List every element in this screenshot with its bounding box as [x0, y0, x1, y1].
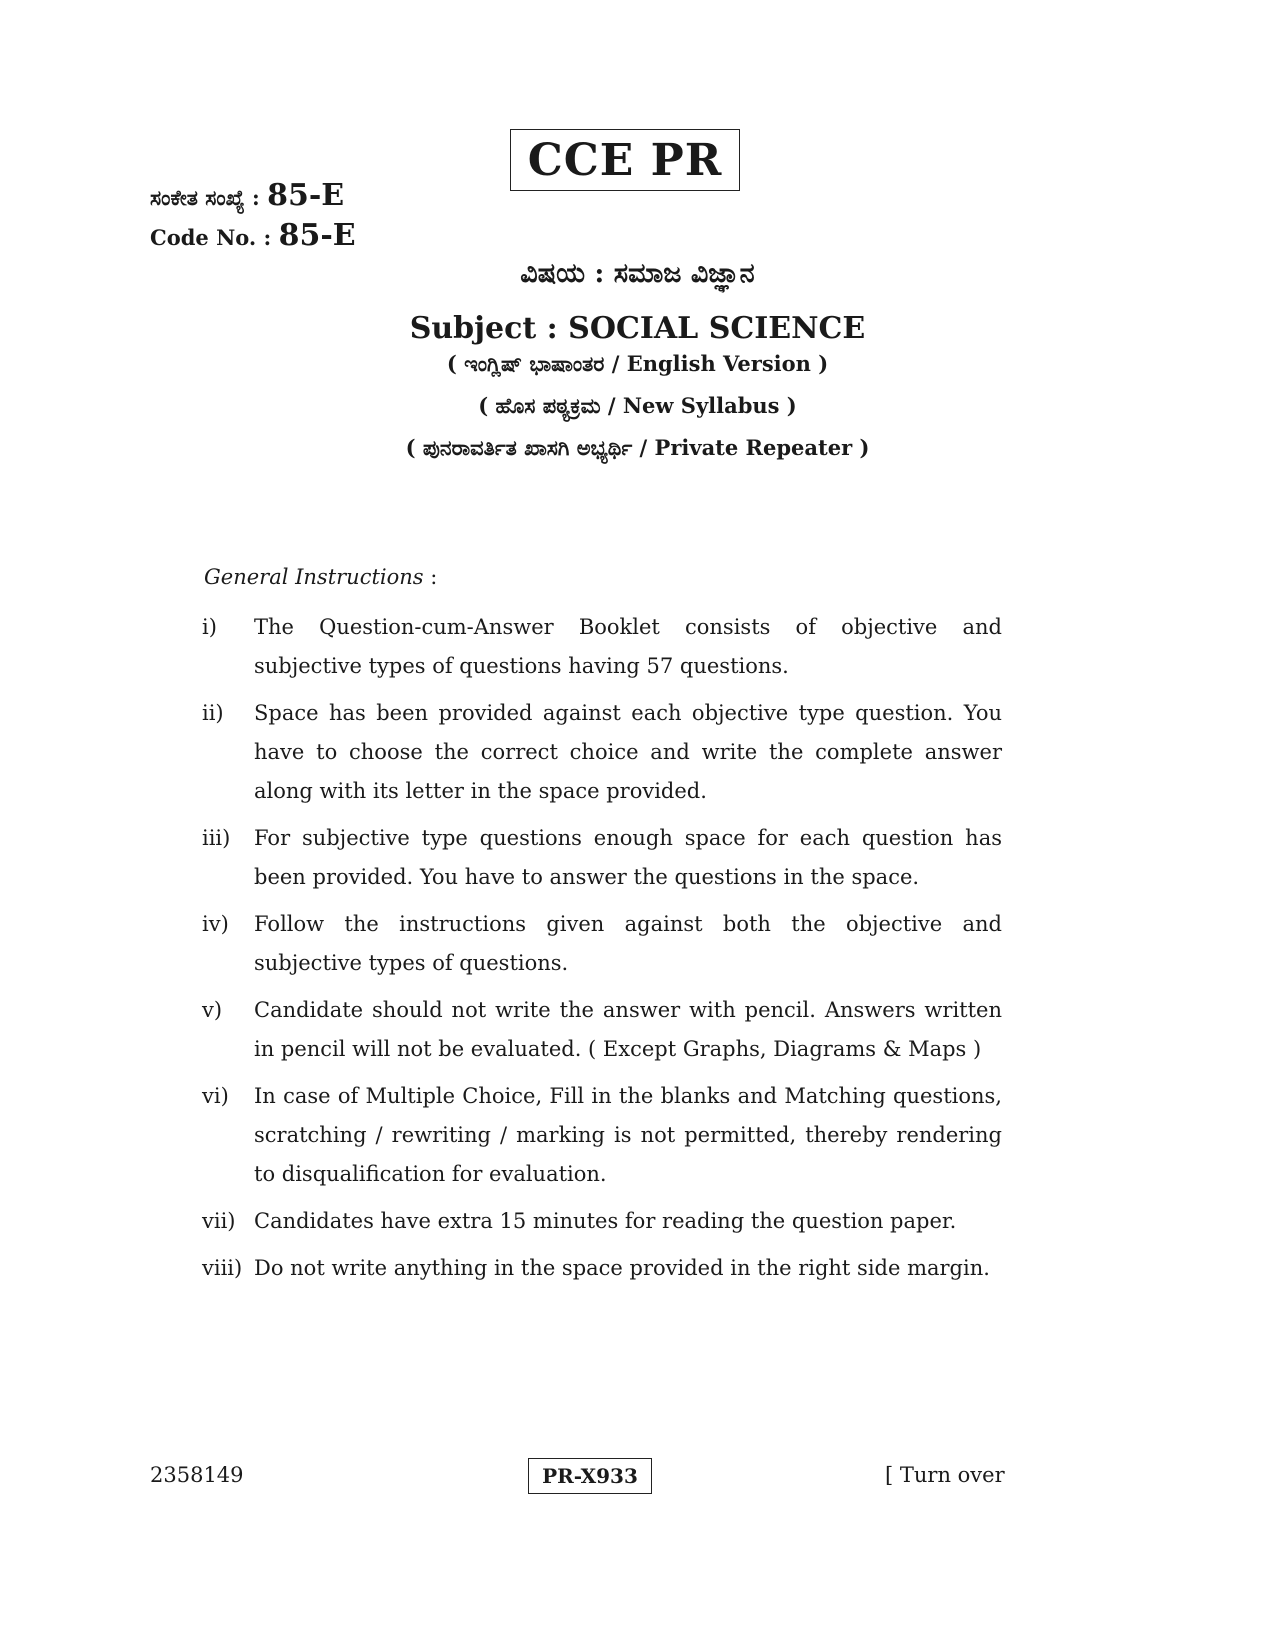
turn-over-label: [ Turn over	[885, 1463, 1005, 1487]
instruction-number: iv)	[202, 912, 229, 936]
instruction-item	[202, 1077, 1002, 1194]
instruction-item	[202, 1202, 1002, 1241]
exam-type-box	[510, 129, 740, 191]
paper-code-box	[528, 1458, 652, 1494]
instruction-item	[202, 905, 1002, 983]
instruction-item	[202, 694, 1002, 811]
code-kn-label: ಸಂಕೇತ ಸಂಖ್ಯೆ :	[150, 185, 268, 210]
instruction-text: Follow the instructions given against both the objective and subjective types of questions.	[254, 912, 1002, 975]
instruction-number: vi)	[202, 1084, 229, 1108]
paper-code: PR-X933	[542, 1464, 638, 1488]
subject-kannada: ವಿಷಯ : ಸಮಾಜ ವಿಜ್ಞಾನ	[520, 258, 755, 289]
code-number-english	[150, 218, 356, 253]
version-line: ( ಇಂಗ್ಲಿಷ್ ಭಾಷಾಂತರ / English Version )	[446, 351, 829, 376]
candidate-line: ( ಪುನರಾವರ್ತಿತ ಖಾಸಗಿ ಅಭ್ಯರ್ಥಿ / Private Repeater )	[405, 435, 870, 460]
instruction-item	[202, 819, 1002, 897]
instruction-text: The Question-cum-Answer Booklet consists of objective and subjective types of questions having 57 questions.	[254, 615, 1002, 678]
instructions-heading	[204, 565, 437, 589]
instructions-title-suffix: :	[423, 565, 438, 589]
instruction-item	[202, 608, 1002, 686]
instruction-number: iii)	[202, 826, 231, 850]
exam-type-title: CCE PR	[527, 134, 723, 186]
instruction-text: For subjective type questions enough space for each question has been provided. You have to answer the questions in the space.	[254, 826, 1002, 889]
instructions-list	[202, 608, 1002, 1296]
instruction-item	[202, 1249, 1002, 1288]
instruction-text: Candidate should not write the answer with pencil. Answers written in pencil will not be evaluated. ( Except Graphs, Diagrams & Maps )	[254, 998, 1002, 1061]
subject-english: Subject : SOCIAL SCIENCE	[409, 311, 866, 346]
code-en-label: Code No. :	[150, 225, 279, 250]
instruction-text: Do not write anything in the space provided in the right side margin.	[254, 1256, 990, 1280]
instruction-number: ii)	[202, 701, 224, 725]
instruction-text: In case of Multiple Choice, Fill in the blanks and Matching questions, scratching / rewriting / marking is not permitted, thereby rendering to disqualification for evaluation.	[254, 1084, 1002, 1186]
serial-number: 2358149	[150, 1463, 244, 1487]
instruction-number: i)	[202, 615, 217, 639]
instruction-text: Candidates have extra 15 minutes for reading the question paper.	[254, 1209, 957, 1233]
syllabus-line: ( ಹೊಸ ಪಠ್ಯಕ್ರಮ / New Syllabus )	[478, 393, 797, 418]
code-kn-value: 85-E	[267, 178, 345, 213]
instruction-number: viii)	[202, 1256, 243, 1280]
instruction-item	[202, 991, 1002, 1069]
code-en-value: 85-E	[278, 218, 356, 253]
instruction-text: Space has been provided against each objective type question. You have to choose the correct choice and write the complete answer along with its letter in the space provided.	[254, 701, 1002, 803]
code-number-kannada	[150, 178, 344, 213]
instruction-number: v)	[202, 998, 223, 1022]
instruction-number: vii)	[202, 1209, 236, 1233]
instructions-title: General Instructions	[204, 565, 424, 589]
